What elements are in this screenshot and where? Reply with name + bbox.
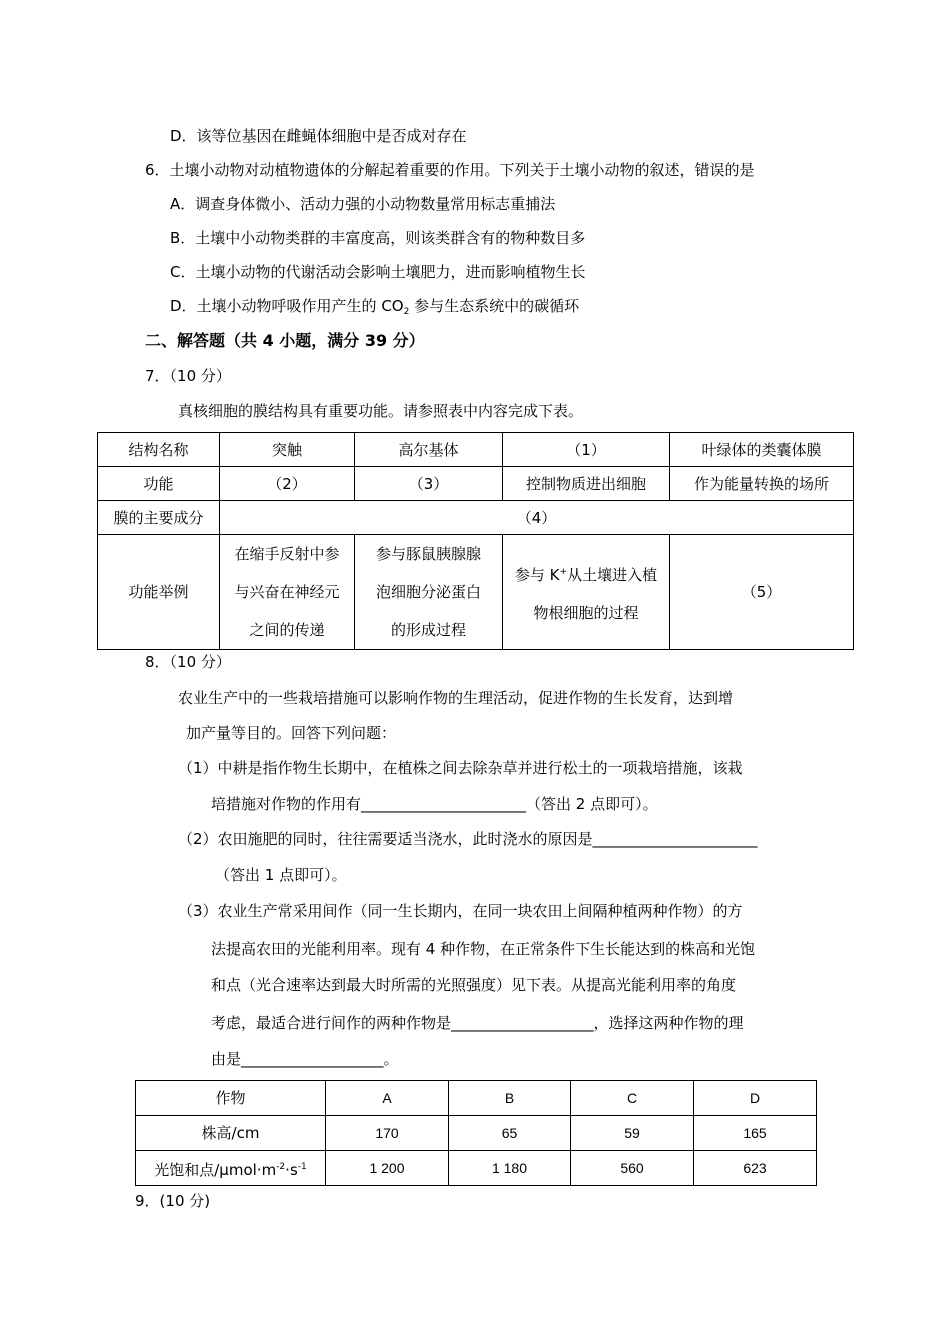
q7-intro: 真核细胞的膜结构具有重要功能。请参照表中内容完成下表。 [178, 402, 584, 420]
membrane-table [97, 432, 854, 650]
q8-intro-line: 加产量等目的。回答下列问题： [186, 724, 397, 742]
table-cell [136, 1151, 326, 1186]
table-row [98, 433, 854, 467]
table-cell: 170 [326, 1116, 449, 1151]
cell-line: 与兴奋在神经元 [234, 583, 340, 601]
k-ion-superscript: + [559, 566, 568, 577]
q6-option-d-text-end: 参与生态系统中的碳循环 [409, 297, 580, 315]
cell-line: 泡细胞分泌蛋白 [375, 583, 481, 601]
table-cell [355, 535, 503, 650]
q8-part1: 培措施对作物的作用有______________________（答出 2 点即可）。 [211, 795, 658, 813]
q5-option-d: D．该等位基因在雌蝇体细胞中是否成对存在 [170, 127, 467, 145]
table-cell: 623 [694, 1151, 817, 1186]
co2-subscript: 2 [403, 307, 410, 317]
cell-line: 物根细胞的过程 [533, 603, 639, 622]
table-row [98, 467, 854, 501]
q8-part3: 考虑，最适合进行间作的两种作物是___________________，选择这两种作物的理 [211, 1014, 744, 1032]
table-cell: 65 [449, 1116, 571, 1151]
q8-part3: 法提高农田的光能利用率。现有 4 种作物，在正常条件下生长能达到的株高和光饱 [211, 940, 756, 958]
q8-intro-line: 农业生产中的一些栽培措施可以影响作物的生理活动，促进作物的生长发育，达到增 [178, 689, 734, 707]
table-cell: 结构名称 [98, 433, 220, 467]
cell-line [507, 553, 665, 594]
table-cell: （2） [220, 467, 355, 501]
q8-part2: （答出 1 点即可）。 [215, 866, 347, 884]
table-row [98, 535, 854, 650]
q6-option-d [170, 296, 579, 322]
table-cell: B [449, 1081, 571, 1116]
table-cell: 59 [571, 1116, 694, 1151]
q6-stem: 6．土壤小动物对动植物遗体的分解起着重要的作用。下列关于土壤小动物的叙述，错误的是 [145, 161, 755, 179]
q9-number: 9．(10 分) [135, 1192, 211, 1210]
cell-text: 从土壤进入植 [567, 565, 658, 584]
q8-part3: （3）农业生产常采用间作（同一生长期内，在同一块农田上间隔种植两种作物）的方 [178, 902, 743, 920]
table-cell: A [326, 1081, 449, 1116]
table-cell: C [571, 1081, 694, 1116]
table-cell: 控制物质进出细胞 [503, 467, 670, 501]
table-cell: （4） [220, 501, 854, 535]
cell-text: ·s [285, 1160, 298, 1179]
cell-line: 的形成过程 [390, 621, 466, 639]
table-cell: 1 180 [449, 1151, 571, 1186]
table-cell: （3） [355, 467, 503, 501]
cell-line: 之间的传递 [249, 621, 325, 639]
cell-text: 光饱和点/μmol·m [154, 1160, 277, 1179]
q8-part3: 由是___________________。 [211, 1050, 399, 1068]
q6-option-b: B．土壤中小动物类群的丰富度高，则该类群含有的物种数目多 [170, 229, 586, 247]
unit-superscript: -2 [276, 1161, 286, 1172]
table-cell: D [694, 1081, 817, 1116]
table-cell [220, 535, 355, 650]
table-row [136, 1081, 817, 1116]
q8-part1: （1）中耕是指作物生长期中，在植株之间去除杂草并进行松土的一项栽培措施，该栽 [178, 759, 743, 777]
table-cell: 功能 [98, 467, 220, 501]
table-cell: 165 [694, 1116, 817, 1151]
table-cell: 作物 [136, 1081, 326, 1116]
table-cell: （1） [503, 433, 670, 467]
table-cell: 560 [571, 1151, 694, 1186]
q6-option-a: A．调查身体微小、活动力强的小动物数量常用标志重捕法 [170, 195, 556, 213]
table-row [136, 1151, 817, 1186]
cell-line: 参与豚鼠胰腺腺 [375, 545, 481, 563]
table-cell: 株高/cm [136, 1116, 326, 1151]
table-row [98, 501, 854, 535]
section-title: 二、解答题（共 4 小题，满分 39 分） [145, 331, 425, 350]
q6-option-c: C．土壤小动物的代谢活动会影响土壤肥力，进而影响植物生长 [170, 263, 586, 281]
cell-text: 参与 K [514, 565, 560, 584]
crop-table [135, 1080, 817, 1186]
q8-part3: 和点（光合速率达到最大时所需的光照强度）见下表。从提高光能利用率的角度 [211, 976, 737, 994]
table-cell: 高尔基体 [355, 433, 503, 467]
table-cell: 膜的主要成分 [98, 501, 220, 535]
q8-number: 8．（10 分） [145, 653, 231, 671]
table-cell: 突触 [220, 433, 355, 467]
table-row [136, 1116, 817, 1151]
table-cell: 叶绿体的类囊体膜 [670, 433, 854, 467]
table-cell [503, 535, 670, 650]
q6-option-d-text: D．土壤小动物呼吸作用产生的 CO [170, 297, 404, 315]
table-cell: 作为能量转换的场所 [670, 467, 854, 501]
cell-line: 在缩手反射中参 [234, 545, 340, 563]
q7-number: 7．（10 分） [145, 367, 231, 385]
table-cell: 1 200 [326, 1151, 449, 1186]
table-cell: （5） [670, 535, 854, 650]
q8-part2: （2）农田施肥的同时，往往需要适当浇水，此时浇水的原因是______________________ [178, 830, 758, 848]
table-cell: 功能举例 [98, 535, 220, 650]
unit-superscript: -1 [297, 1161, 307, 1172]
